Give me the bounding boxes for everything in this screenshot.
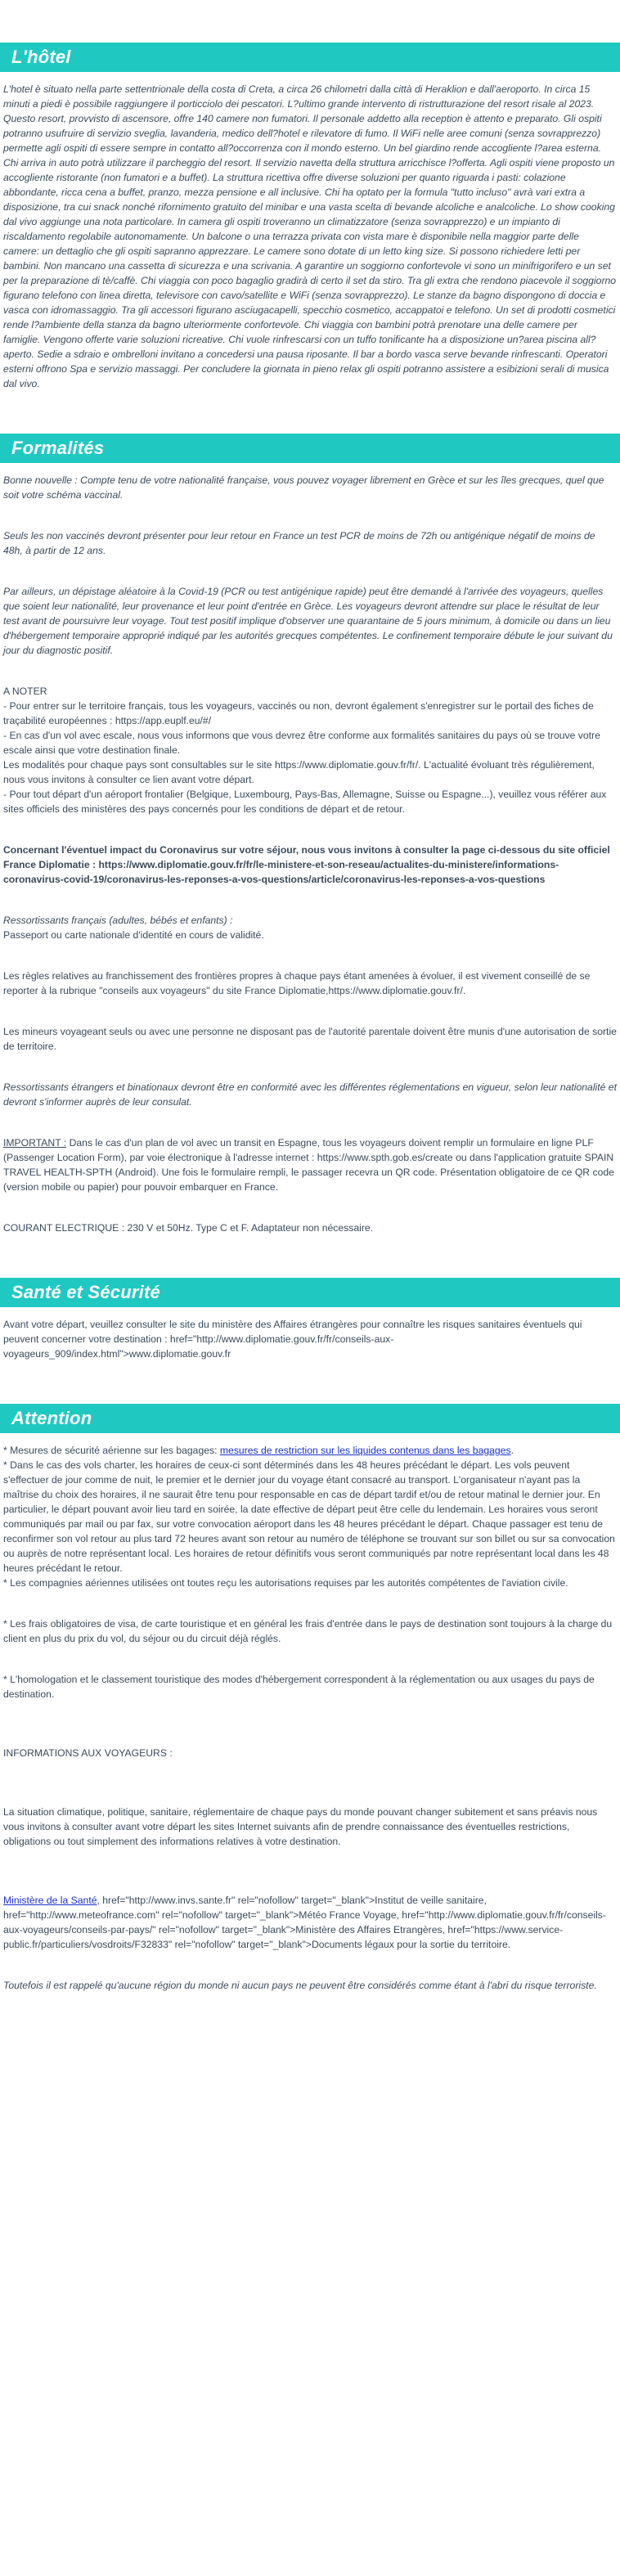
foreign-nationals: Ressortissants étrangers et binationaux devront être en conformité avec les différentes réglementations en vigueur, selon leur nationalité et devront s'informer auprès de leur consulat. [3,1081,617,1108]
border-rules: Les règles relatives au franchissement des frontières propres à chaque pays étant amenées à évoluer, il est vivement conseillé de se reporter à la rubrique "conseils aux voyageurs" du site France Diplomatie,https://www.diplomatie.gouv.fr/. [3,970,591,996]
note-item: - En cas d'un vol avec escale, nous vous informons que vous devrez être conforme aux formalités sanitaires du pays où se trouve votre escale ainsi que votre destination finale. [3,730,600,756]
formalites-screening: Par ailleurs, un dépistage aléatoire à la Covid-19 (PCR ou test antigénique rapide) peut être demandé à l'arrivée des voyageurs, quelles que soient leur nationalité, leur provenance et leur point d'entrée en Grèce. Les voyageurs devront attendre sur place le résultat de leur test avant de poursuivre leur voyage. Tout test positif implique d'observer une quarantaine de 5 jours minimum, à domicile ou dans un lieu d'hébergement temporaire approprié indiqué par les autorités grecques compétentes. Le confinement temporaire débute le jour suivant du jour du diagnostic positif. [3,586,613,656]
sante-body: Avant votre départ, veuillez consulter le site du ministère des Affaires étrangères pour connaître les risques sanitaires éventuels qui peuvent concerner votre destination : href="http://www.diplomatie.gouv.fr/fr/conseils-aux-voyageurs_909/index.html">www.diplomatie.gouv.fr [3,1319,582,1360]
minors-notice: Les mineurs voyageant seuls ou avec une personne ne disposant pas de l'autorité parentale doivent être munis d'une autorisation de sortie de territoire. [3,1026,617,1052]
accommodation-rating: * L'homologation et le classement touristique des modes d'hébergement correspondent à la réglementation ou aux usages du pays de destination. [3,1674,595,1700]
ministere-sante-link[interactable]: Ministère de la Santé [3,1895,97,1906]
attention-section-header: Attention [0,1404,620,1433]
sante-section [0,1317,620,1361]
resident-heading: Ressortissants français (adultes, bébés et enfants) : [3,915,233,926]
formalites-section [0,473,620,1235]
formalites-unvaccinated: Seuls les non vaccinés devront présenter pour leur retour en France un test PCR de moins de 72h ou antigénique négatif de moins de 48h, à partir de 12 ans. [3,530,595,556]
hotel-section [0,82,620,391]
luggage-measures-label: * Mesures de sécurité aérienne sur les bagages: [3,1445,220,1456]
traveler-info-title: INFORMATIONS AUX VOYAGEURS : [3,1747,173,1759]
note-item: - Pour entrer sur le territoire français, tous les voyageurs, vaccinés ou non, devront également s'enregistrer sur le portail des fiches de traçabilité européennes : https://app.euplf.eu/#/ [3,700,594,726]
coronavirus-notice: Concernant l'éventuel impact du Coronavirus sur votre séjour, nous vous invitons à consulter la page ci-dessous du site officiel France Diplomatie : https://www.diplomatie.gouv.fr/fr/le-ministere-et-son-reseau/actualites-du-ministere/informations-coronavirus-covid-19/coronavirus-les-reponses-a-vos-questions/article/coronavirus-les-reponses-a-vos-questions [3,844,610,885]
important-notice [3,1135,617,1194]
resident-documents: Passeport ou carte nationale d'identité en cours de validité. [3,929,264,941]
charter-flights: * Dans le cas des vols charter, les horaires de ceux-ci sont déterminés dans les 48 heures précédant le départ. Les vols peuvent s'effectuer de jour comme de nuit, le premier et le dernier jour du voyage étant consacré au transport. L'organisateur n'ayant pas la maîtrise du choix des horaires, il ne saurait être tenu pour responsable en cas de départ tardif et/ou de retour matinal le dernier jour. En particulier, le départ pouvant avoir lieu tard en soirée, la date effective de départ peut être celle du lendemain. Les horaires vous seront communiqués par mail ou par fax, sur votre convocation aéroport dans les 48 heures précédant le départ. Chaque passager est tenu de reconfirmer son vol retour au plus tard 72 heures avant son retour au numéro de téléphone se trouvant sur son billet ou sur sa convocation ou auprès de notre représentant local. Les horaires de retour définitifs vous seront communiqués par notre représentant local dans les 48 heures précédant le retour. [3,1459,615,1574]
hotel-description: L'hotel è situato nella parte settentrionale della costa di Creta, a circa 26 chilometri dalla città di Heraklion e dall'aeroporto. In circa 15 minuti a piedi è possibile raggiungere il porticciolo dei pescatori. L?ultimo grande intervento di ristrutturazione del resort risale al 2023. Questo resort, provvisto di ascensore, offre 140 camere non fumatori. Il personale addetto alla reception è attento e preparato. Gli ospiti potranno usufruire di servizio sveglia, lavanderia, medico dell?hotel e rilevatore di fumo. Il WiFi nelle aree comuni (senza sovrapprezzo) permette agli ospiti di essere sempre in contatto all?occorrenza con il mondo esterno. Un bel giardino rende accogliente l?area esterna. Chi arriva in auto potrà utilizzare il parcheggio del resort. Il servizio navetta della struttura arricchisce l?offerta. Agli ospiti viene proposto un accogliente ristorante (non fumatori e a buffet). La struttura ricettiva offre diverse soluzioni per quanto riguarda i pasti: colazione abbondante, ricca cena a buffet, pranzo, mezza pensione e all inclusive. Chi ha optato per la formula "tutto incluso" avrà vari extra a disposizione, tra cui snack nonché rifornimento gratuito del minibar e una vasta scelta di bevande alcoliche e analcoliche. Lo show cooking dal vivo aggiunge una nota particolare. In camera gli ospiti troveranno un climatizzatore (senza sovrapprezzo) e un impianto di riscaldamento regolabile autonomamente. Un balcone o una terrazza privata con vista mare è disponibile nella maggior parte delle camere: un dettaglio che gli ospiti sapranno apprezzare. Le camere sono dotate di un letto king size. Si possono richiedere letti per bambini. Non mancano una cassetta di sicurezza e una scrivania. A garantire un soggiorno confortevole vi sono un minifrigorifero e un set per la preparazione di tè/caffè. Chi viaggia con poco bagaglio gradirà di certo il set da stiro. Tra gli extra che rendono piacevole il soggiorno figurano telefono con linea diretta, televisore con cavo/satellite e WiFi (senza sovrapprezzo). Le stanze da bagno dispongono di doccia e vasca con idromassaggio. Tra gli accessori figurano asciugacapelli, specchio cosmetico, accappatoi e telefono. Un set di prodotti cosmetici rende l?ambiente della stanza da bagno ulteriormente confortevole. Chi viaggia con bambini potrà prenotare una delle camere per famiglie. Vengono offerte varie soluzioni ricreative. Chi vuole rinfrescarsi con un tuffo tonificante ha a disposizione un?area piscina all?aperto. Sedie a sdraio e ombrelloni invitano a concedersi una pausa riposante. Il bar a bordo vasca serve bevande rinfrescanti. Operatori esterni offrono Spa e servizio massaggi. Per concludere la giornata in pieno relax gli ospiti potranno assistere a esibizioni serali di musica dal vivo. [3,83,617,389]
note-item: Les modalités pour chaque pays sont consultables sur le site https://www.diplomatie.gouv.fr/fr/. L'actualité évoluant très régulièrement, nous vous invitons à consulter ce lien avant votre départ. [3,759,595,785]
formalites-section-header: Formalités [0,434,620,463]
visa-fees: * Les frais obligatoires de visa, de carte touristique et en général les frais d'entrée dans le pays de destination sont toujours à la charge du client en plus du prix du vol, du séjour ou du circuit déjà réglés. [3,1618,613,1644]
important-label: IMPORTANT : [3,1137,67,1149]
luggage-measures [3,1443,617,1458]
note-item: - Pour tout départ d'un aéroport frontalier (Belgique, Luxembourg, Pays-Bas, Allemagne, Suisse ou Espagne...), veuillez vous référer aux sites officiels des ministères des pays concernés pour les conditions de départ et de retour. [3,789,607,815]
traveler-info-body: La situation climatique, politique, sanitaire, réglementaire de chaque pays du monde pouvant changer subitement et sans préavis nous vous invitons à consulter avant votre départ les sites Internet suivants afin de prendre connaissance des éventuelles restrictions, obligations ou tout simplement des informations relatives à votre destination. [3,1806,598,1847]
electric-current: COURANT ELECTRIQUE : 230 V et 50Hz. Type C et F. Adaptateur non nécessaire. [3,1222,374,1234]
note-title: A NOTER [3,686,47,697]
liquids-restriction-link[interactable]: mesures de restriction sur les liquides contenus dans les bagages [219,1445,511,1456]
sante-section-header: Santé et Sécurité [0,1278,620,1307]
official-links-text: , href="http://www.invs.sante.fr" rel="nofollow" target="_blank">Institut de veille sanitaire, href="http://www.meteofrance.com" rel="nofollow" target="_blank">Météo France Voyage, href="http://www.diplomatie.gouv.fr/fr/conseils-aux-voyageurs/conseils-par-pays/" rel="nofollow" target="_blank">Ministère des Affaires Etrangères, href="https://www.service-public.fr/particuliers/vosdroits/F32833" rel="nofollow" target="_blank">Documents légaux pour la sortie du territoire. [3,1895,606,1950]
official-links [3,1893,617,1952]
luggage-measures-end: . [510,1445,514,1456]
important-text: Dans le cas d'un plan de vol avec un transit en Espagne, tous les voyageurs doivent remplir un formulaire en ligne PLF (Passenger Location Form), par voie électronique à l'adresse internet : https://www.spth.gob.es/create ou dans l'application gratuite SPAIN TRAVEL HEALTH-SPTH (Android). Une fois le formulaire rempli, le passager recevra un QR code. Présentation obligatoire de ce QR code (version mobile ou papier) pour pouvoir embarquer en France. [3,1137,614,1193]
hotel-section-header: L'hôtel [0,43,620,72]
attention-section [0,1443,620,1993]
terrorism-notice: Toutefois il est rappelé qu'aucune région du monde ni aucun pays ne peuvent être considérés comme étant à l'abri du risque terroriste. [3,1980,597,1991]
airlines-authorisation: * Les compagnies aériennes utilisées ont toutes reçu les autorisations requises par les autorités compétentes de l'aviation civile. [3,1577,568,1589]
formalites-intro: Bonne nouvelle : Compte tenu de votre nationalité française, vous pouvez voyager librement en Grèce et sur les îles grecques, quel que soit votre schéma vaccinal. [3,474,604,501]
